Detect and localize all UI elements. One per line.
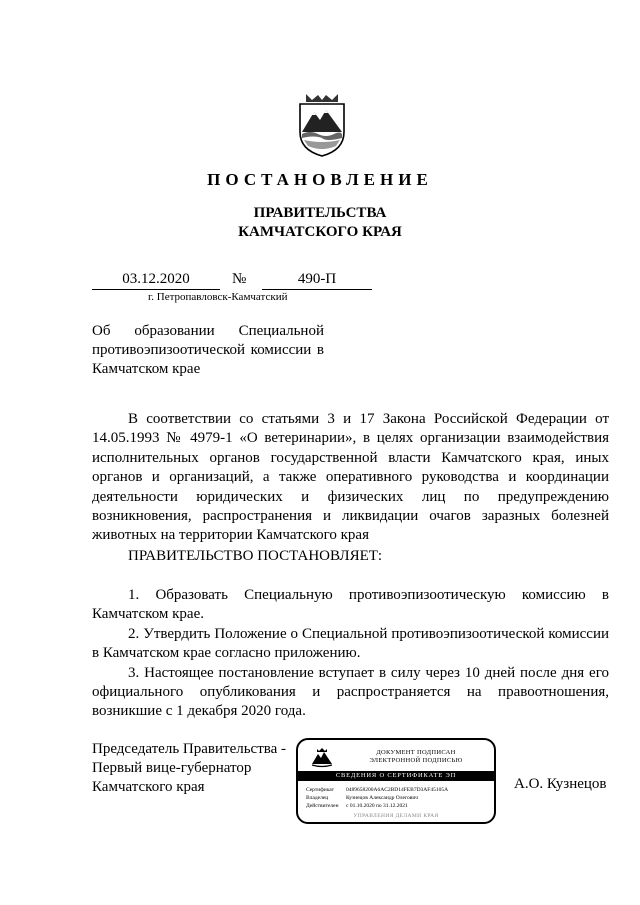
issuer-name [0,204,640,242]
decree-items [92,586,609,722]
stamp-heading-line: ЭЛЕКТРОННОЙ ПОДПИСЬЮ [369,757,463,764]
stamp-emblem-icon [310,746,334,768]
stamp-cert-row [306,787,448,794]
document-subject: Об образовании Специальной противоэпизоотической комиссии в Камчатском крае [92,323,324,377]
signatory-position-line: Первый вице-губернатор [92,760,252,776]
stamp-heading-line: ДОКУМЕНТ ПОДПИСАН [376,749,456,756]
stamp-valid-row [306,803,408,810]
stamp-owner-label: Владелец [306,795,329,801]
stamp-heading [346,749,486,765]
signatory-position-line: Камчатского края [92,779,205,795]
decree-item: 1. Образовать Специальную противоэпизоотическую комиссию в Камчатском крае. [92,587,609,623]
stamp-owner-row [306,795,418,802]
document-date: 03.12.2020 [92,271,220,290]
stamp-cert-value: 0489658200A6AC2BD14FEB7D3AF45105A [346,787,449,793]
decree-item: 3. Настоящее постановление вступает в силу через 10 дней после дня его официального опубликования и распространяется на правоотношения, возникшие с 1 декабря 2020 года. [92,664,609,720]
stamp-valid-label: Действителен [306,803,339,809]
document-title: ПОСТАНОВЛЕНИЕ [207,170,433,189]
signatory-name: А.О. Кузнецов [514,776,607,792]
issuer-line-2: КАМЧАТСКОГО КРАЯ [238,224,402,240]
preamble-paragraph: В соответствии со статьями 3 и 17 Закона Российской Федерации от 14.05.1993 № 4979-1 «О ветеринарии», в целях организации взаимодействия исполнительных органов государственной власти Камчатского края, иных органов и организаций, а также оперативного руководства и координации деятельности юридических и физических лиц по предупреждению возникновения, распространения и ликвидации очагов заразных болезней животных на территории Камчатского края [92,411,609,544]
document-number: 490-П [262,271,372,290]
stamp-footer: УПРАВЛЕНИЯ ДЕЛАМИ КРАЯ [353,813,439,819]
stamp-valid-value: с 01.10.2020 по 31.12.2021 [346,803,408,809]
decree-heading: ПРАВИТЕЛЬСТВО ПОСТАНОВЛЯЕТ: [128,548,383,564]
issuer-line-1: ПРАВИТЕЛЬСТВА [253,205,387,221]
coat-of-arms-emblem [296,92,348,158]
stamp-cert-label: Сертификат [306,787,334,793]
stamp-owner-value: Кузнецов Александр Олегович [346,795,419,801]
number-sign: № [232,271,247,287]
signatory-position [92,740,286,797]
decree-item: 2. Утвердить Положение о Специальной противоэпизоотической комиссии в Камчатском крае согласно приложению. [92,625,609,662]
document-city: г. Петропавловск-Камчатский [148,291,288,303]
electronic-signature-stamp [296,738,496,824]
signatory-position-line: Председатель Правительства - [92,741,287,757]
stamp-band: СВЕДЕНИЯ О СЕРТИФИКАТЕ ЭП [298,771,494,781]
